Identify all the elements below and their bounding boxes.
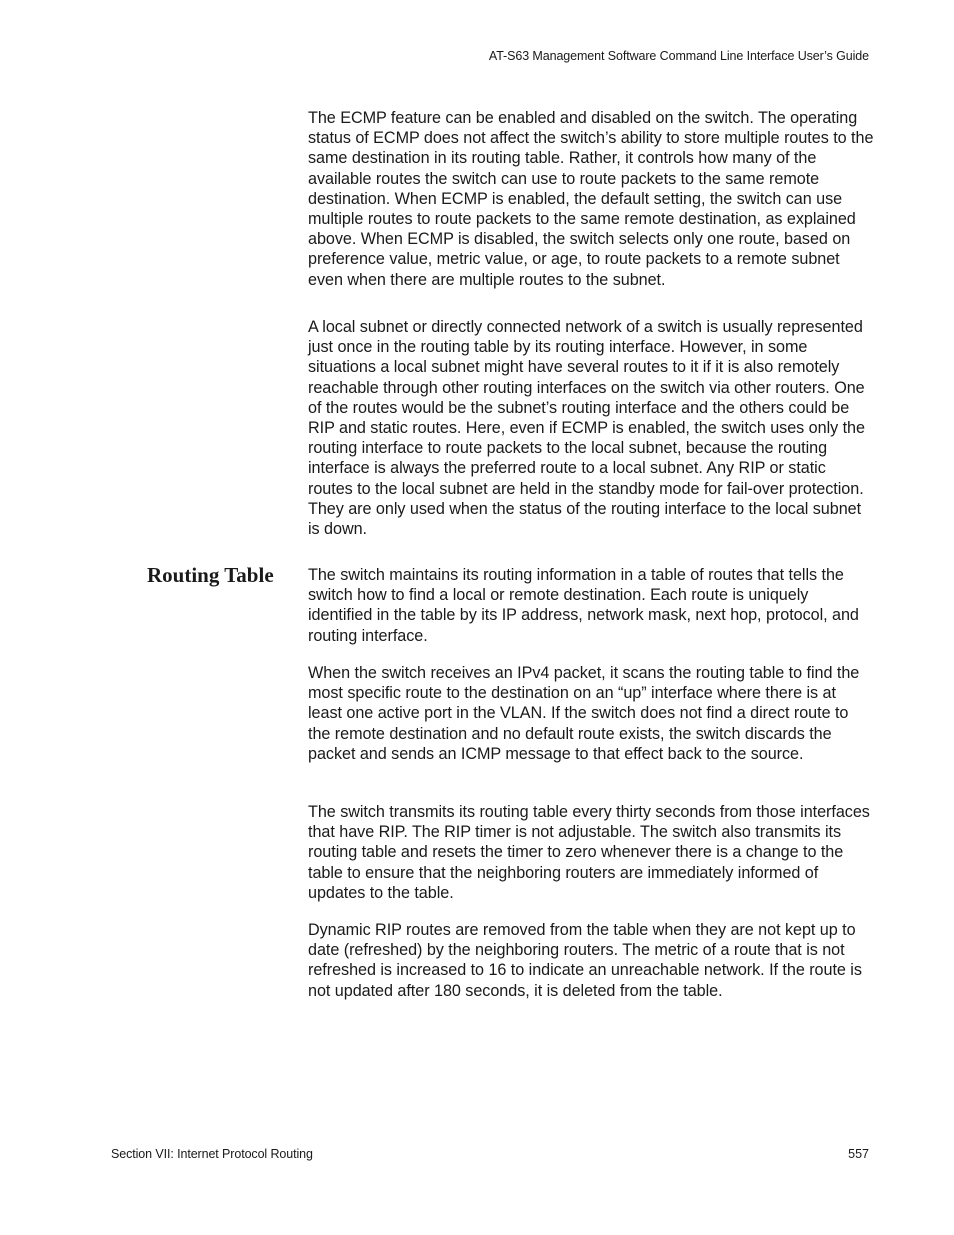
paragraph-text: When the switch receives an IPv4 packet, it scans the routing table to find the most specific route to the destination on an “up” interface where there is at least one active port in the VLAN. If the switch does not find a direct route to the remote destination and no default route exists, the switch discards the packet and sends an ICMP message to that effect back to the source. bbox=[308, 664, 860, 763]
paragraph-ecmp-status bbox=[308, 108, 874, 290]
paragraph-text: The switch maintains its routing information in a table of routes that tells the switch how to find a local or remote destination. Each route is uniquely identified in the table by its IP address, network mask, next hop, protocol, and routing interface. bbox=[308, 566, 859, 645]
section-heading: Routing Table bbox=[147, 563, 274, 587]
paragraph-dynamic-rip bbox=[308, 920, 874, 1001]
paragraph-text: A local subnet or directly connected network of a switch is usually represented just once in the routing table by its routing interface. However, in some situations a local subnet might have several routes to it if it is also remotely reachable through other routing interfaces on the switch via other routers. One of the routes would be the subnet’s routing interface and the others could be RIP and static routes. Here, even if ECMP is enabled, the switch uses only the routing interface to route packets to the local subnet, because the routing interface is always the preferred route to a local subnet. Any RIP or static routes to the local subnet are held in the standby mode for fail-over protection. They are only used when the status of the routing interface to the local subnet is down. bbox=[308, 318, 865, 539]
paragraph-text: The switch transmits its routing table every thirty seconds from those interfaces that have RIP. The RIP timer is not adjustable. The switch also transmits its routing table and resets the timer to zero whenever there is a change to the table to ensure that the neighboring routers are immediately informed of updates to the table. bbox=[308, 803, 870, 902]
paragraph-local-subnet bbox=[308, 317, 874, 539]
running-header: AT-S63 Management Software Command Line Interface User’s Guide bbox=[488, 49, 869, 63]
paragraph-routing-info bbox=[308, 565, 874, 646]
paragraph-ipv4-packet bbox=[308, 663, 874, 764]
paragraph-text: Dynamic RIP routes are removed from the table when they are not kept up to date (refreshed) by the neighboring routers. The metric of a route that is not refreshed is increased to 16 to indicate an unreachable network. If the route is not updated after 180 seconds, it is deleted from the table. bbox=[308, 921, 862, 1000]
paragraph-rip-transmit bbox=[308, 802, 874, 903]
page-number: 557 bbox=[848, 1147, 869, 1161]
footer-section-label: Section VII: Internet Protocol Routing bbox=[111, 1147, 313, 1161]
paragraph-text: The ECMP feature can be enabled and disabled on the switch. The operating status of ECMP does not affect the switch’s ability to store multiple routes to the same destination in its routing table. Rather, it controls how many of the available routes the switch can use to route packets to the same remote destination. When ECMP is enabled, the default setting, the switch can use multiple routes to route packets to the same remote destination, as explained above. When ECMP is disabled, the switch selects only one route, based on preference value, metric value, or age, to route packets to a remote subnet even when there are multiple routes to the subnet. bbox=[308, 109, 874, 289]
